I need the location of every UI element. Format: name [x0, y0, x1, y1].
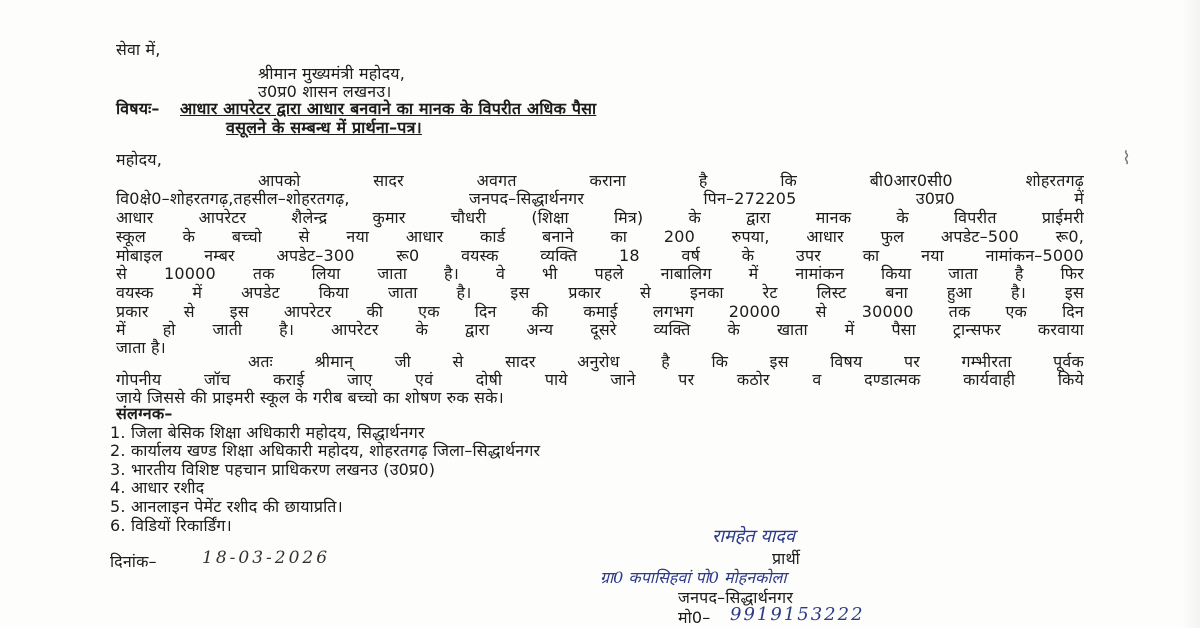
body-p1-line-1: आपको सादर अवगत कराना है कि बी0आर0सी0 शोहरतगढ़ [258, 171, 1084, 190]
body-p2-line-1: अतः श्रीमान् जी से सादर अनुरोध है कि इस विषय पर गम्भीरता पूर्वक [248, 352, 1084, 371]
mobile-number: 9919153222 [730, 604, 865, 625]
handwritten-signature: रामहेत यादव [712, 526, 795, 547]
greeting: महोदय, [116, 150, 163, 169]
attachment-item: 4. आधार रशीद [110, 478, 205, 497]
body-p2-line-3: जाये जिससे की प्राइमरी स्कूल के गरीब बच्चो का शोषण रुक सके। [116, 388, 504, 407]
sender-role: प्रार्थी [772, 549, 801, 568]
body-p1-line-9: में हो जाती है। आपरेटर के द्वारा अन्य दूसरे व्यक्ति के खाता में पैसा ट्रान्सफर करवाया [116, 320, 1084, 339]
attachment-item: 5. आनलाइन पेमेंट रशीद की छायाप्रति। [110, 497, 343, 516]
date-value: 18-03-2026 [202, 548, 331, 568]
body-p1-line-10: जाता है। [116, 338, 166, 357]
addressee-line-1: श्रीमान मुख्यमंत्री महोदय, [258, 64, 406, 83]
salutation: सेवा में, [116, 40, 161, 59]
body-p1-line-3: आधार आपरेटर शैलेन्द्र कुमार चौधरी (शिक्षा मित्र) के द्वारा मानक के विपरीत प्राईमरी [116, 208, 1084, 227]
scan-edge-shade [1182, 0, 1200, 628]
body-p1-line-4: स्कूल के बच्चो से नया आधार कार्ड बनाने का 200 रुपया, आधार फुल अपडेट–500 रू0, [116, 227, 1084, 246]
attachment-item: 6. विडियों रिकार्डिंग। [110, 516, 232, 535]
attachment-item: 1. जिला बेसिक शिक्षा अधिकारी महोदय, सिद्धार्थनगर [110, 423, 425, 442]
attachment-item: 2. कार्यालय खण्ड शिक्षा अधिकारी महोदय, शोहरतगढ़ जिला–सिद्धार्थनगर [110, 441, 541, 460]
subject-line-1: आधार आपरेटर द्वारा आधार बनवाने का मानक के विपरीत अधिक पैसा [180, 99, 597, 118]
body-p1-line-6: से 10000 तक लिया जाता है। वे भी पहले नाबालिग में नामांकन किया जाता है फिर [116, 264, 1084, 283]
attachment-item: 3. भारतीय विशिष्ट पहचान प्राधिकरण लखनउ (उ0प्र0) [110, 460, 436, 479]
attachments-heading: संलग्नक– [116, 404, 173, 423]
sender-district: जनपद–सिद्धार्थनगर [678, 588, 794, 607]
body-p1-line-8: प्रकार से इस आपरेटर की एक दिन की कमाई लगभग 20000 से 30000 तक एक दिन [116, 302, 1084, 321]
body-p1-line-2: वि0क्षे0–शोहरतगढ़,तहसील–शोहरतगढ़, जनपद–सिद्धार्थनगर पिन–272205 उ0प्र0 में [116, 189, 1084, 208]
subject-label: विषयः– [116, 99, 160, 118]
date-label: दिनांक– [110, 552, 157, 571]
body-p2-line-2: गोपनीय जॉच कराई जाए एवं दोषी पाये जाने पर कठोर व दण्डात्मक कार्यवाही किये [116, 370, 1084, 389]
addressee-line-2: उ0प्र0 शासन लखनउ। [258, 82, 392, 101]
subject-line-2: वसूलने के सम्बन्ध में प्रार्थना–पत्र। [226, 118, 422, 137]
body-p1-line-7: वयस्क में अपडेट किया जाता है। इस प्रकार से इनका रेट लिस्ट बना हुआ है। इस [116, 283, 1084, 302]
handwritten-address: ग्रा0 कपासिहवां पो0 मोहनकोला [600, 568, 787, 587]
body-p1-line-5: मोबाइल नम्बर अपडेट–300 रू0 वयस्क व्यक्ति 18 वर्ष के उपर का नया नामांकन–5000 [116, 246, 1084, 265]
margin-mark: ⌇ [1122, 148, 1131, 169]
mobile-label: मो0– [678, 608, 711, 627]
